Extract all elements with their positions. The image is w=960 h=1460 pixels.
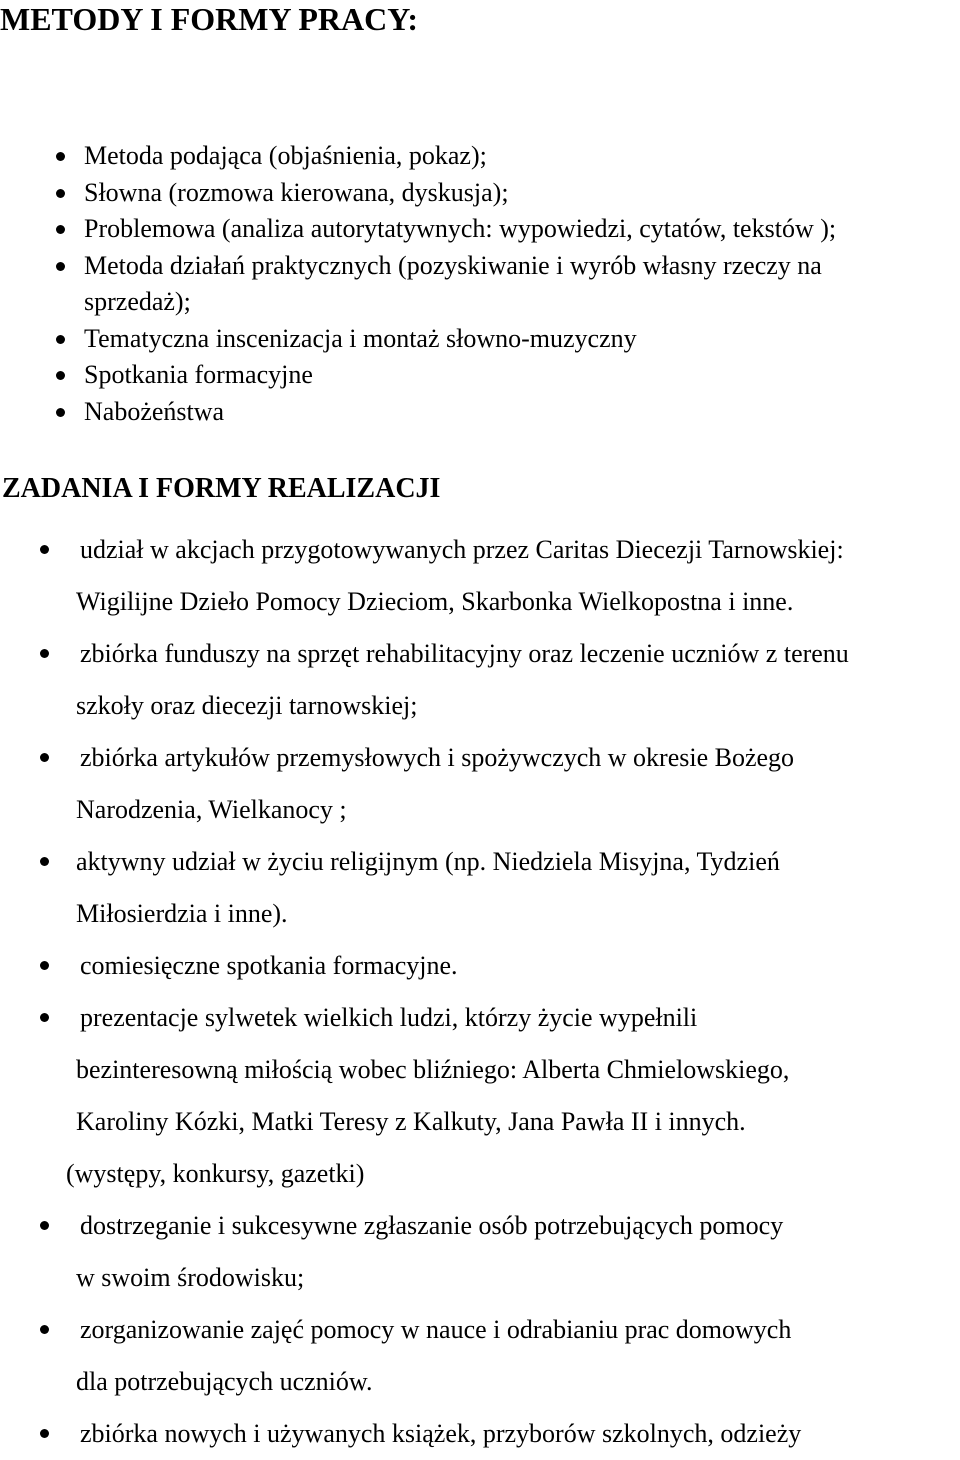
list-item — [0, 732, 960, 836]
list-item-text: dostrzeganie i sukcesywne zgłaszanie osób potrzebujących pomocy — [80, 1211, 784, 1240]
list-item — [0, 992, 960, 1148]
list-item-text: Miłosierdzia i inne). — [76, 899, 288, 928]
list-item-text: Słowna (rozmowa kierowana, dyskusja); — [84, 177, 509, 207]
list-item-text: Narodzenia, Wielkanocy ; — [76, 795, 347, 824]
list-item — [0, 940, 960, 992]
list-item — [0, 248, 960, 321]
list-item-text: zorganizowanie zajęć pomocy w nauce i odrabianiu prac domowych — [80, 1315, 792, 1344]
list-item — [0, 836, 960, 940]
list-item-text: prezentacje sylwetek wielkich ludzi, którzy życie wypełnili — [80, 1003, 698, 1032]
list-item-text: zbiórka artykułów przemysłowych i spożywczych w okresie Bożego — [80, 743, 795, 772]
list-item — [0, 1304, 960, 1408]
list-item-text: Spotkania formacyjne — [84, 360, 313, 389]
list-item — [0, 1408, 960, 1460]
list-item-text: Wigilijne Dzieło Pomocy Dzieciom, Skarbonka Wielkopostna i inne. — [76, 587, 794, 616]
list-item-text: (występy, konkursy, gazetki) — [66, 1159, 365, 1188]
page-title: METODY I FORMY PRACY: — [0, 1, 419, 37]
tasks-list — [0, 524, 960, 1460]
list-item-text: dla potrzebujących uczniów. — [76, 1367, 373, 1396]
list-item-text: Metoda podająca (objaśnienia, pokaz); — [84, 141, 487, 170]
list-item — [0, 524, 960, 628]
list-item-text: szkoły oraz diecezji tarnowskiej; — [76, 691, 418, 720]
list-item — [0, 175, 960, 212]
methods-list — [0, 138, 960, 430]
list-item — [0, 1200, 960, 1304]
list-item — [0, 138, 960, 175]
list-item — [0, 211, 960, 248]
list-item — [0, 628, 960, 732]
list-item-text: bezinteresowną miłością wobec bliźniego: Alberta Chmielowskiego, — [76, 1055, 790, 1084]
list-item-text: zbiórka funduszy na sprzęt rehabilitacyjny oraz leczenie uczniów z terenu — [80, 639, 849, 668]
list-item-text: Tematyczna inscenizacja i montaż słowno-muzyczny — [84, 323, 637, 353]
section-heading: ZADANIA I FORMY REALIZACJI — [2, 473, 441, 504]
list-item — [0, 321, 960, 358]
list-item-text: w swoim środowisku; — [76, 1263, 305, 1292]
list-item — [0, 357, 960, 394]
list-item-text: sprzedaż); — [84, 287, 191, 316]
list-item-text: Karoliny Kózki, Matki Teresy z Kalkuty, Jana Pawła II i innych. — [76, 1107, 746, 1136]
list-item-text: udział w akcjach przygotowywanych przez Caritas Diecezji Tarnowskiej: — [80, 535, 844, 564]
list-item-text: zbiórka nowych i używanych książek, przyborów szkolnych, odzieży — [80, 1419, 802, 1448]
list-item-text: Metoda działań praktycznych (pozyskiwanie i wyrób własny rzeczy na — [84, 250, 822, 280]
list-item-text: comiesięczne spotkania formacyjne. — [80, 951, 458, 980]
list-item-text: Problemowa (analiza autorytatywnych: wypowiedzi, cytatów, tekstów ); — [84, 214, 837, 243]
list-item-text: Nabożeństwa — [84, 396, 225, 426]
list-item — [0, 394, 960, 431]
list-item-text: aktywny udział w życiu religijnym (np. Niedziela Misyjna, Tydzień — [76, 847, 780, 876]
list-item — [0, 1148, 960, 1200]
